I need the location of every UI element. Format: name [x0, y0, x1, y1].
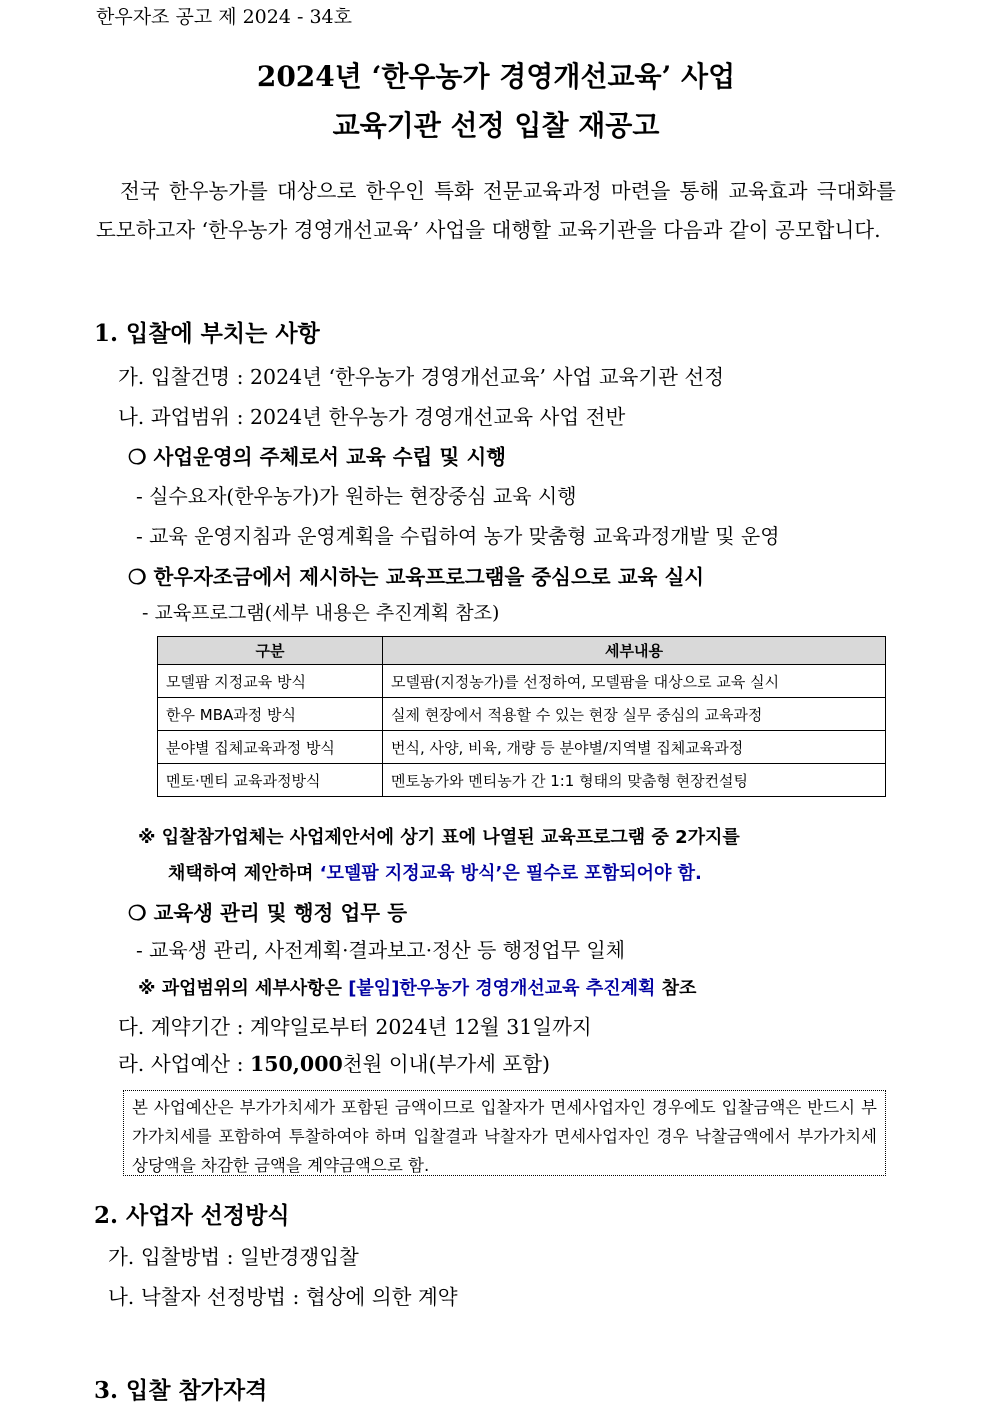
table-cell-category: 모델팜 지정교육 방식: [158, 665, 383, 698]
scope-bullet-admin: ❍ 교육생 관리 및 행정 업무 등: [128, 901, 408, 925]
program-note-required: ‘모델팜 지정교육 방식’은 필수로 포함되어야 함.: [319, 863, 702, 884]
table-cell-details: 모델팜(지정농가)를 선정하여, 모델팜을 대상으로 교육 실시: [383, 665, 886, 698]
table-cell-details: 멘토농가와 멘티농가 간 1:1 형태의 맞춤형 현장컨설팅: [383, 764, 886, 797]
program-table: [157, 636, 886, 797]
section1-item-da: 다. 계약기간 : 계약일로부터 2024년 12월 31일까지: [118, 1015, 592, 1039]
table-cell-details: 번식, 사양, 비육, 개량 등 분야별/지역별 집체교육과정: [383, 731, 886, 764]
section1-item-ga: 가. 입찰건명 : 2024년 ‘한우농가 경영개선교육’ 사업 교육기관 선정: [118, 365, 725, 389]
table-cell-details: 실제 현장에서 적용할 수 있는 현장 실무 중심의 교육과정: [383, 698, 886, 731]
scope-subitem: - 실수요자(한우농가)가 원하는 현장중심 교육 시행: [136, 484, 577, 508]
section2-item-na: 나. 낙찰자 선정방법 : 협상에 의한 계약: [108, 1285, 458, 1309]
table-cell-category: 한우 MBA과정 방식: [158, 698, 383, 731]
budget-label: 라. 사업예산 :: [118, 1052, 250, 1076]
page-title-line1: 2024년 ‘한우농가 경영개선교육’ 사업: [256, 60, 736, 93]
section3-heading: 3. 입찰 참가자격: [94, 1377, 268, 1404]
table-header-details: 세부내용: [383, 637, 886, 665]
scope-reference-note: [138, 974, 696, 1000]
table-cell-category: 분야별 집체교육과정 방식: [158, 731, 383, 764]
page-title-line2: 교육기관 선정 입찰 재공고: [332, 109, 660, 142]
program-note-line1: ※ 입찰참가업체는 사업제안서에 상기 표에 나열된 교육프로그램 중 2가지를: [138, 827, 740, 848]
section1-item-ra: [118, 1047, 550, 1077]
admin-subitem: - 교육생 관리, 사전계획·결과보고·정산 등 행정업무 일체: [136, 938, 626, 962]
scope-subitem: - 교육 운영지침과 운영계획을 수립하여 농가 맞춤형 교육과정개발 및 운영: [136, 524, 780, 548]
program-subitem: - 교육프로그램(세부 내용은 추진계획 참조): [142, 602, 500, 624]
table-row: [158, 764, 886, 797]
table-row: [158, 665, 886, 698]
notice-number: 한우자조 공고 제 2024 - 34호: [96, 6, 352, 28]
intro-paragraph: 전국 한우농가를 대상으로 한우인 특화 전문교육과정 마련을 통해 교육효과 극대화를 도모하고자 ‘한우농가 경영개선교육’ 사업을 대행할 교육기관을 다음과 같이 공모합니다.: [96, 179, 896, 242]
attachment-reference: [붙임]한우농가 경영개선교육 추진계획: [348, 978, 656, 999]
section1-item-na: 나. 과업범위 : 2024년 한우농가 경영개선교육 사업 전반: [118, 405, 626, 429]
section1-heading: 1. 입찰에 부치는 사항: [94, 320, 320, 347]
budget-unit: 천원 이내(부가세 포함): [342, 1052, 550, 1076]
section2-heading: 2. 사업자 선정방식: [94, 1202, 290, 1229]
table-cell-category: 멘토·멘티 교육과정방식: [158, 764, 383, 797]
program-note-text: 채택하여 제안하며: [168, 863, 320, 884]
budget-note-box: 본 사업예산은 부가가치세가 포함된 금액이므로 입찰자가 면세사업자인 경우에도 입찰금액은 반드시 부가가치세를 포함하여 투찰하여야 하며 입찰결과 낙찰자가 면세사업자인 경우 낙찰금액에서 부가가치세 상당액을 차감한 금액을 계약금액으로 함.: [123, 1090, 886, 1176]
scope-bullet-operation: ❍ 사업운영의 주체로서 교육 수립 및 시행: [128, 445, 507, 469]
reference-note-prefix: ※ 과업범위의 세부사항은: [138, 978, 349, 999]
section2-item-ga: 가. 입찰방법 : 일반경쟁입찰: [108, 1245, 359, 1269]
table-header-row: [158, 637, 886, 665]
table-header-category: 구분: [158, 637, 383, 665]
table-row: [158, 698, 886, 731]
table-row: [158, 731, 886, 764]
reference-note-suffix: 참조: [655, 978, 697, 999]
budget-amount: 150,000: [250, 1052, 343, 1076]
scope-bullet-program: ❍ 한우자조금에서 제시하는 교육프로그램을 중심으로 교육 실시: [128, 565, 705, 589]
program-note-line2: [168, 859, 702, 885]
